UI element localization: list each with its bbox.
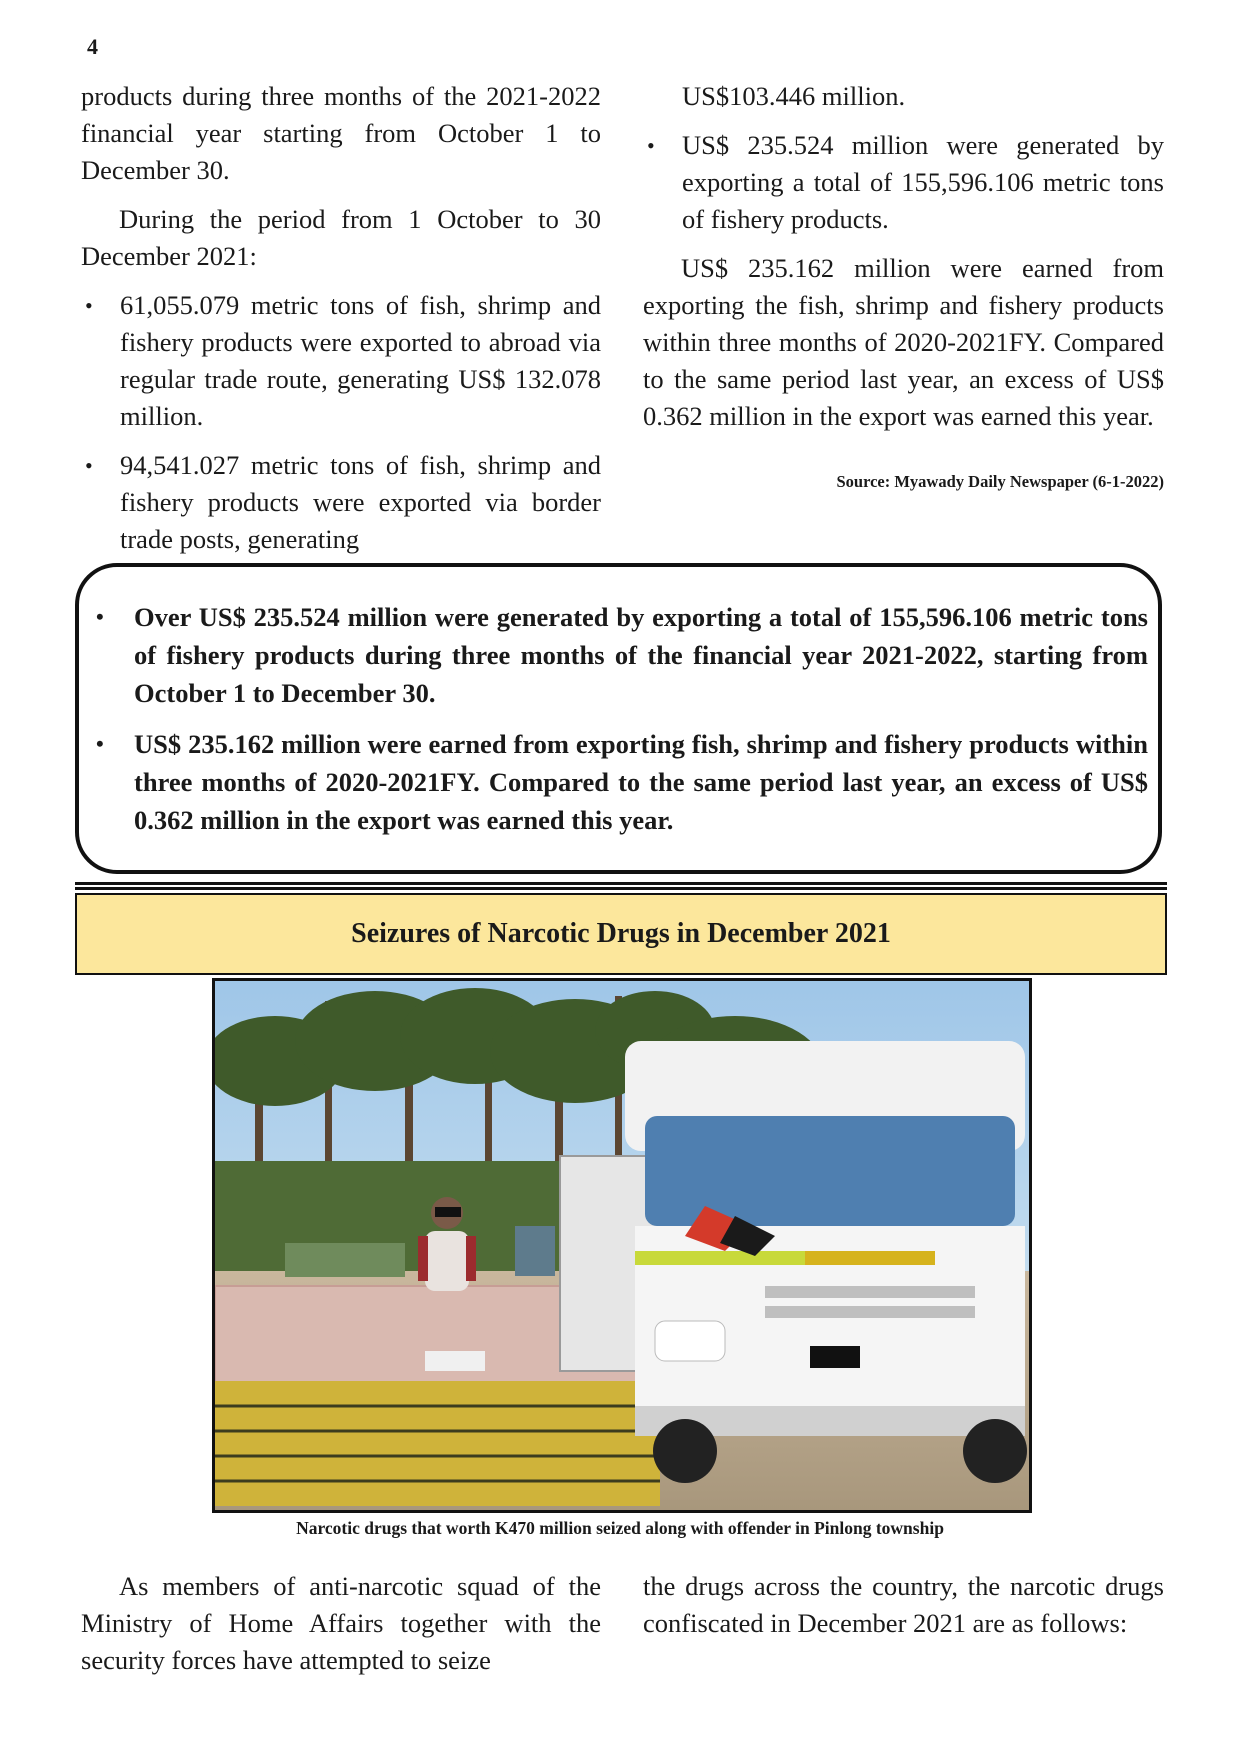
page-number: 4 [87,34,98,59]
right-bullet-list [643,127,1164,238]
section-title: Seizures of Narcotic Drugs in December 2021 [351,918,891,949]
photo-caption: Narcotic drugs that worth K470 million seized along with offender in Pinlong township [296,1518,944,1538]
left-paragraph-1: products during three months of the 2021-2022 financial year starting from October 1 to December 30. [81,81,601,185]
right-paragraph: US$ 235.162 million were earned from exporting the fish, shrimp and fishery products within three months of 2020-2021FY. Compared to the same period last year, an excess of US$ 0.362 million in the export was earned this year. [643,253,1164,431]
summary-item: • US$ 235.162 million were earned from exporting fish, shrimp and fishery products within three months of 2020-2021FY. Compared to the same period last year, an excess of US$ 0.362 million in the export was earned this year. [96,725,1148,839]
left-bullet-item: • 94,541.027 metric tons of fish, shrimp and fishery products were exported via border trade posts, generating [81,447,601,558]
bottom-left-column [81,1568,601,1691]
bottom-right-column [643,1568,1164,1654]
bottom-right-paragraph: the drugs across the country, the narcotic drugs confiscated in December 2021 are as follows: [643,1571,1164,1638]
right-bullet-continuation: US$103.446 million. [682,81,906,111]
left-paragraph-2: During the period from 1 October to 30 December 2021: [81,204,601,271]
right-column [643,78,1164,500]
hedge [285,1243,405,1277]
summary-item: • Over US$ 235.524 million were generated by exporting a total of 155,596.106 metric tons of fishery products during three months of the financial year 2021-2022, starting from October 1 to December 30. [96,598,1148,712]
right-bullet-item: • US$ 235.524 million were generated by exporting a total of 155,596.106 metric tons of fishery products. [643,127,1164,238]
gazebo [515,1226,555,1276]
bottom-left-paragraph: As members of anti-narcotic squad of the Ministry of Home Affairs together with the security forces have attempted to seize [81,1571,601,1675]
left-column [81,78,601,570]
divider-line [75,882,1167,885]
left-bullet-item: • 61,055.079 metric tons of fish, shrimp and fishery products were exported to abroad via regular trade route, generating US$ 132.078 million. [81,287,601,435]
section-heading [75,893,1167,975]
divider-line [75,887,1167,890]
news-photo [212,978,1032,1513]
summary-list [96,598,1148,852]
source-credit: Source: Myawady Daily Newspaper (6-1-2022) [836,472,1164,491]
left-bullet-list [81,287,601,558]
photo-illustration [215,981,1029,1510]
